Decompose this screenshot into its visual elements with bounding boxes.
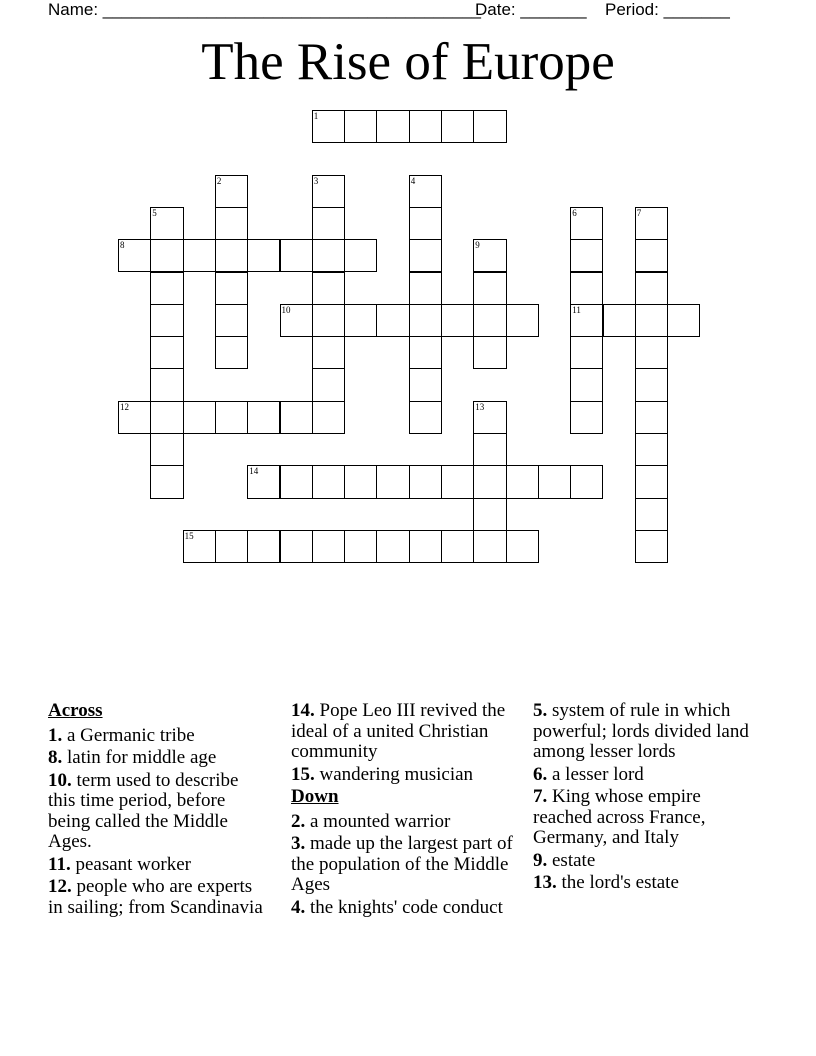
- clue-across-10: 10. term used to describe this time period, before being called the Middle Ages.: [48, 769, 239, 852]
- grid-cell[interactable]: [312, 239, 345, 272]
- clue-across-1: 1. a Germanic tribe: [48, 724, 195, 746]
- grid-cell[interactable]: [150, 272, 183, 305]
- grid-cell[interactable]: [506, 304, 539, 337]
- grid-cell[interactable]: [312, 401, 345, 434]
- grid-cell[interactable]: [312, 272, 345, 305]
- grid-cell[interactable]: [150, 465, 183, 498]
- clue-down-6: 6. a lesser lord: [533, 763, 644, 785]
- clue-across-15: 15. wandering musician: [291, 763, 474, 785]
- grid-cell[interactable]: [280, 401, 313, 434]
- clues-column-3: [533, 701, 763, 896]
- grid-cell[interactable]: [312, 336, 345, 369]
- grid-cell[interactable]: [280, 465, 313, 498]
- down-heading: Down: [291, 786, 339, 807]
- clue-number-label: 5: [152, 207, 157, 218]
- grid-cell[interactable]: [441, 304, 474, 337]
- grid-cell[interactable]: [409, 336, 442, 369]
- grid-cell[interactable]: [441, 530, 474, 563]
- grid-cell[interactable]: [312, 207, 345, 240]
- grid-cell[interactable]: [635, 498, 668, 531]
- grid-cell[interactable]: [183, 239, 216, 272]
- grid-cell[interactable]: [215, 401, 248, 434]
- grid-cell[interactable]: [635, 304, 668, 337]
- grid-cell[interactable]: [376, 465, 409, 498]
- grid-cell[interactable]: [376, 304, 409, 337]
- name-field-label[interactable]: Name: ________________________________________: [48, 0, 481, 19]
- grid-cell[interactable]: [215, 304, 248, 337]
- grid-cell[interactable]: [570, 336, 603, 369]
- grid-cell[interactable]: [215, 207, 248, 240]
- grid-cell[interactable]: [635, 272, 668, 305]
- grid-cell[interactable]: [150, 433, 183, 466]
- clue-number-label: 6: [572, 207, 577, 218]
- grid-cell[interactable]: [150, 368, 183, 401]
- grid-cell[interactable]: [473, 336, 506, 369]
- grid-cell[interactable]: [409, 401, 442, 434]
- clue-across-8: 8. latin for middle age: [48, 747, 217, 768]
- clue-across-12: 12. people who are experts in sailing; from Scandinavia: [48, 876, 263, 918]
- grid-cell[interactable]: [344, 239, 377, 272]
- clue-number-label: 8: [120, 240, 125, 251]
- grid-cell[interactable]: [409, 304, 442, 337]
- grid-cell[interactable]: [570, 239, 603, 272]
- clues-column-2: [291, 701, 513, 920]
- grid-cell[interactable]: [247, 401, 280, 434]
- grid-cell[interactable]: [538, 465, 571, 498]
- grid-cell[interactable]: [473, 110, 506, 143]
- grid-cell[interactable]: [635, 368, 668, 401]
- grid-cell[interactable]: [506, 530, 539, 563]
- clue-number-label: 9: [475, 240, 480, 251]
- grid-cell[interactable]: [344, 110, 377, 143]
- grid-cell[interactable]: [441, 110, 474, 143]
- clue-across-11: 11. peasant worker: [48, 853, 191, 875]
- grid-cell[interactable]: [409, 207, 442, 240]
- date-field-label[interactable]: Date: _______: [475, 0, 587, 19]
- grid-cell[interactable]: [215, 336, 248, 369]
- grid-cell[interactable]: [635, 239, 668, 272]
- grid-cell[interactable]: [280, 530, 313, 563]
- clue-down-13: 13. the lord's estate: [533, 872, 679, 893]
- clue-down-3: 3. made up the largest part of the population of the Middle Ages: [291, 833, 513, 895]
- clue-number-label: 3: [313, 175, 319, 186]
- grid-cell[interactable]: [344, 530, 377, 563]
- clue-number-label: 7: [636, 207, 642, 218]
- grid-cell[interactable]: [344, 465, 377, 498]
- grid-cell[interactable]: [409, 272, 442, 305]
- clue-down-9: 9. estate: [533, 849, 596, 871]
- grid-cell[interactable]: [506, 465, 539, 498]
- grid-cell[interactable]: [280, 239, 313, 272]
- clues-column-1: [48, 701, 270, 920]
- clue-number-label: 13: [475, 401, 485, 412]
- puzzle-title: The Rise of Europe: [201, 33, 615, 91]
- grid-cell[interactable]: [473, 498, 506, 531]
- grid-cell[interactable]: [473, 465, 506, 498]
- grid-cell[interactable]: [570, 272, 603, 305]
- grid-cell[interactable]: [247, 530, 280, 563]
- grid-cell[interactable]: [603, 304, 636, 337]
- clue-number-label: 12: [120, 401, 129, 412]
- grid-cell[interactable]: [344, 304, 377, 337]
- clue-down-2: 2. a mounted warrior: [291, 810, 451, 832]
- grid-cell[interactable]: [635, 401, 668, 434]
- grid-cell[interactable]: [312, 304, 345, 337]
- grid-cell[interactable]: [409, 368, 442, 401]
- clue-number-label: 2: [216, 175, 222, 186]
- clue-number-label: 1: [313, 111, 319, 121]
- grid-cell[interactable]: [376, 530, 409, 563]
- grid-cell[interactable]: [570, 368, 603, 401]
- grid-cell[interactable]: [150, 336, 183, 369]
- grid-cell[interactable]: [215, 239, 248, 272]
- clue-down-5: 5. system of rule in which powerful; lords divided land among lesser lords: [533, 700, 749, 762]
- clue-number-label: 14: [249, 466, 259, 477]
- grid-cell[interactable]: [635, 465, 668, 498]
- grid-cell[interactable]: [635, 433, 668, 466]
- clue-number-label: 10: [281, 304, 291, 315]
- grid-cell[interactable]: [183, 401, 216, 434]
- grid-cell[interactable]: [409, 110, 442, 143]
- period-field-label[interactable]: Period: _______: [605, 0, 730, 19]
- grid-cell[interactable]: [150, 304, 183, 337]
- grid-cell[interactable]: [312, 530, 345, 563]
- grid-cell[interactable]: [635, 336, 668, 369]
- grid-cell[interactable]: [247, 239, 280, 272]
- grid-cell[interactable]: [409, 530, 442, 563]
- clue-down-7: 7. King whose empire reached across France, Germany, and Italy: [533, 786, 706, 848]
- grid-cell[interactable]: [150, 239, 183, 272]
- grid-cell[interactable]: [441, 465, 474, 498]
- grid-cell[interactable]: [570, 465, 603, 498]
- grid-cell[interactable]: [409, 239, 442, 272]
- clue-across-14: 14. Pope Leo III revived the ideal of a united Christian community: [291, 700, 506, 762]
- clue-down-4: 4. the knights' code conduct: [291, 896, 503, 918]
- grid-cell[interactable]: [150, 401, 183, 434]
- grid-cell[interactable]: [473, 304, 506, 337]
- grid-cell[interactable]: [667, 304, 700, 337]
- across-heading: Across: [48, 700, 103, 721]
- grid-cell[interactable]: [473, 433, 506, 466]
- grid-cell[interactable]: [215, 272, 248, 305]
- grid-cell[interactable]: [570, 401, 603, 434]
- clue-number-label: 15: [184, 530, 194, 541]
- grid-cell[interactable]: [376, 110, 409, 143]
- clue-number-label: 11: [572, 304, 581, 315]
- grid-cell[interactable]: [635, 530, 668, 563]
- grid-cell[interactable]: [473, 272, 506, 305]
- grid-cell[interactable]: [473, 530, 506, 563]
- grid-cell[interactable]: [215, 530, 248, 563]
- grid-cell[interactable]: [312, 465, 345, 498]
- grid-cell[interactable]: [409, 465, 442, 498]
- clue-number-label: 4: [410, 175, 416, 186]
- grid-cell[interactable]: [312, 368, 345, 401]
